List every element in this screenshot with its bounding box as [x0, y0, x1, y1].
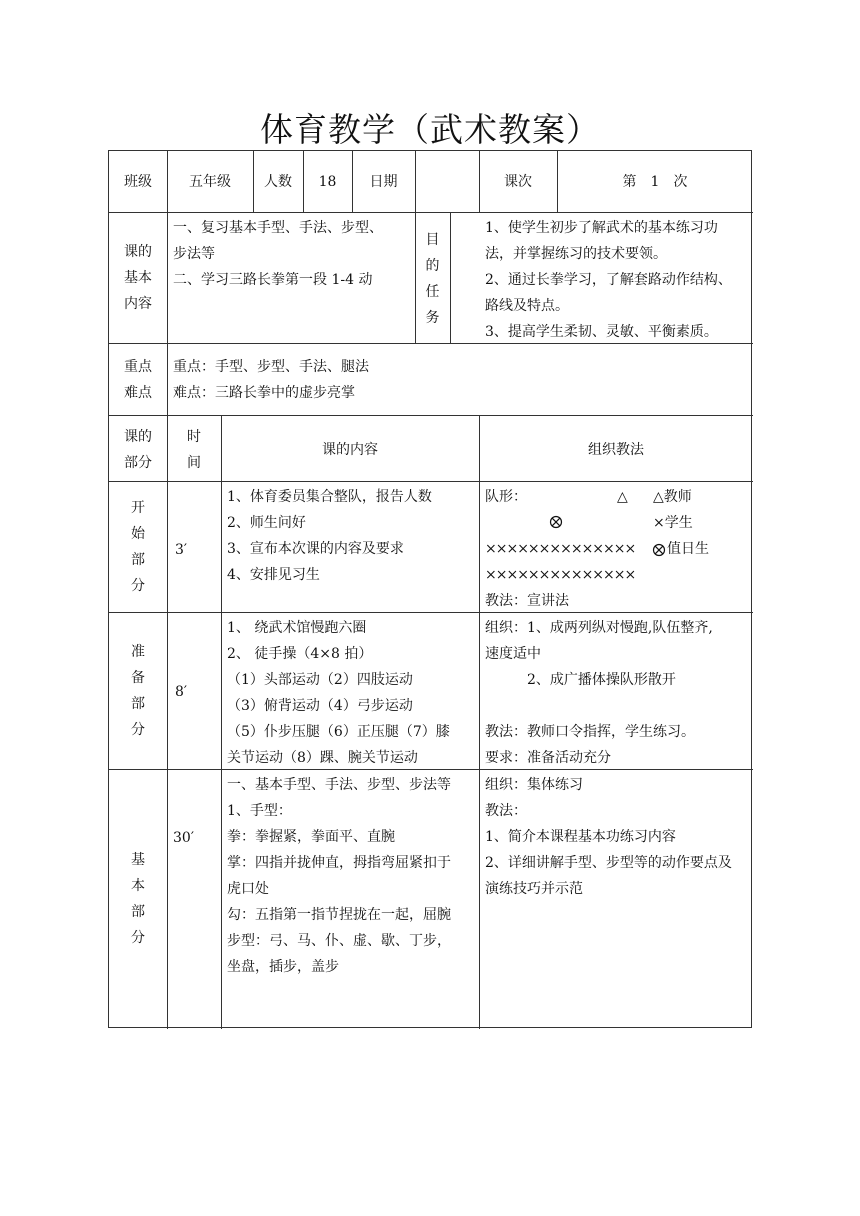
formation-label: 队形： [485, 489, 527, 505]
page-title: 体育教学（武术教案） [260, 110, 600, 149]
count-value: 18 [318, 174, 337, 190]
prep-part-label: 准 备 部 分 [131, 644, 145, 738]
key-label: 重点 难点 [124, 359, 152, 401]
class-label: 班级 [124, 174, 152, 190]
goal-text: 1、使学生初步了解武术的基本练习功 法，并掌握练习的技术要领。 2、通过长拳学习，了解套路动作结构、 路线及特点。 3、提高学生柔韧、灵敏、平衡素质。 [485, 220, 732, 340]
legend-duty: 值日生 [667, 541, 709, 557]
student-row-2: ×××××××××××××× [485, 567, 636, 583]
goal-label: 目 的 任 务 [425, 232, 440, 326]
count-label: 人数 [264, 174, 292, 190]
content-column-header: 课的内容 [322, 442, 378, 458]
content-label: 课的 基本 内容 [124, 244, 152, 312]
prep-method: 组织：1、成两列纵对慢跑,队伍整齐, 速度适中 2、成广播体操队形散开 教法：教师口令指挥，学生练习。 要求：准备活动充分 [485, 620, 713, 766]
lesson-label: 课次 [504, 174, 532, 190]
method-column-header: 组织教法 [588, 442, 644, 458]
basic-time: 30′ [173, 830, 194, 846]
lesson-plan-table [108, 150, 752, 1028]
legend-teacher: △教师 [653, 489, 692, 505]
duty-student-legend-icon [652, 543, 666, 557]
prep-content: 1、 绕武术馆慢跑六圈 2、 徒手操（4×8 拍） （1）头部运动（2）四肢运动 （3）俯背运动（4）弓步运动 （5）仆步压腿（6）正压腿（7）膝 关节运动（8）踝、腕关节运动 [227, 620, 450, 766]
duty-student-marker-icon [549, 515, 563, 529]
start-time: 3′ [175, 542, 188, 558]
class-value: 五年级 [189, 174, 231, 190]
part-column-header: 课的 部分 [124, 429, 152, 471]
basic-method: 组织：集体练习 教法： 1、简介本课程基本功练习内容 2、详细讲解手型、步型等的动作要点及 演练技巧并示范 [485, 777, 732, 897]
key-text: 重点：手型、步型、手法、腿法 难点：三路长拳中的虚步亮掌 [173, 359, 369, 401]
start-method-note: 教法：宣讲法 [485, 593, 569, 609]
time-column-header: 时 间 [187, 429, 201, 471]
start-part-label: 开 始 部 分 [131, 500, 145, 594]
triangle-marker: △ [617, 489, 628, 505]
basic-part-label: 基 本 部 分 [131, 852, 145, 946]
lesson-value: 第 1 次 [622, 174, 688, 190]
prep-time: 8′ [175, 684, 188, 700]
basic-content: 一、基本手型、手法、步型、步法等 1、手型： 拳：拳握紧，拳面平、直腕 掌：四指并拢伸直，拇指弯屈紧扣于 虎口处 勾：五指第一指节捏拢在一起，屈腕 步型：弓、马、仆、虚、歇、丁步， 坐盘，插步，盖步 [227, 777, 451, 975]
legend-student: ×学生 [653, 515, 693, 531]
date-label: 日期 [369, 174, 398, 190]
content-text: 一、复习基本手型、手法、步型、 步法等 二、学习三路长拳第一段 1-4 动 [173, 220, 383, 288]
start-content: 1、体育委员集合整队，报告人数 2、师生问好 3、宣布本次课的内容及要求 4、安排见习生 [227, 489, 432, 583]
student-row-1: ×××××××××××××× [485, 541, 636, 557]
